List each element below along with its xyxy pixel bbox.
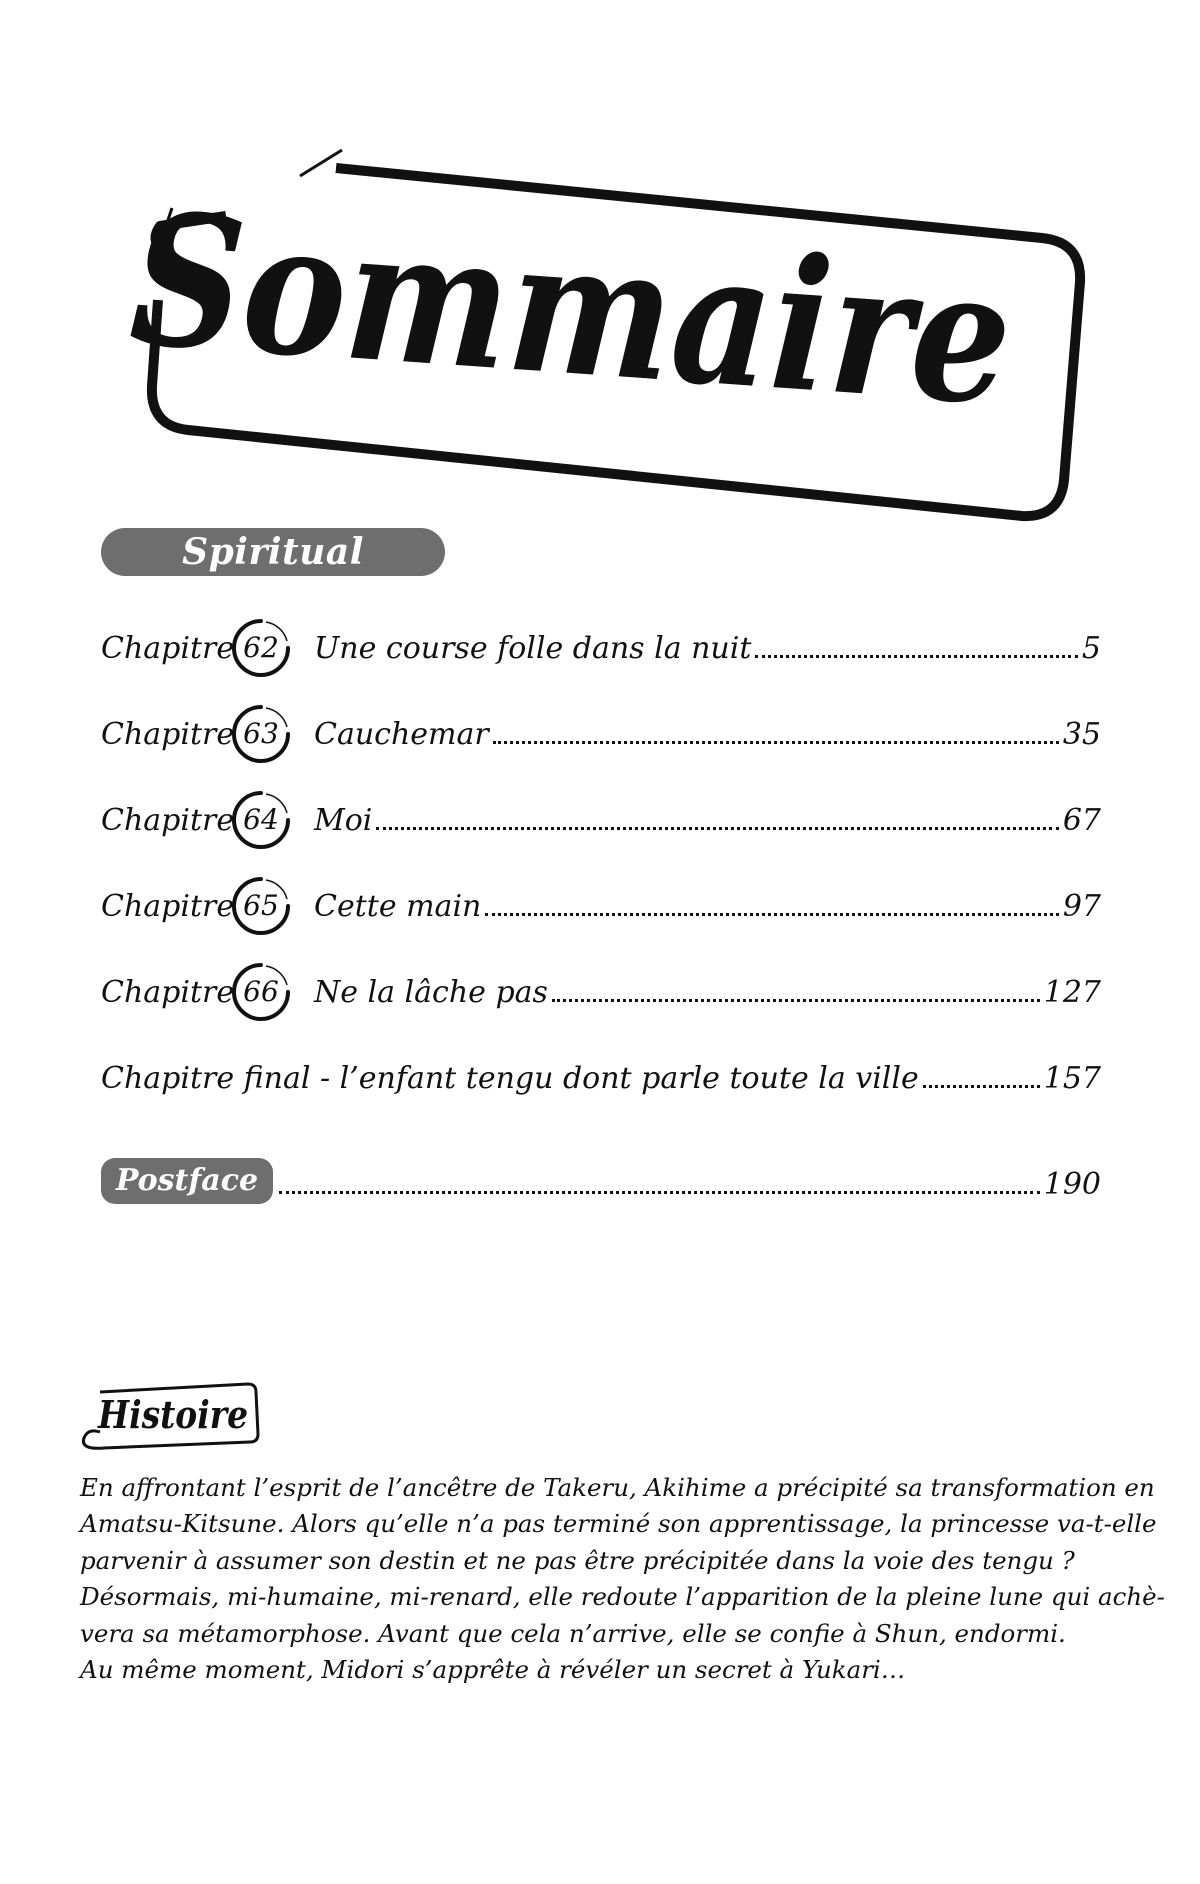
- toc-row-final-chapter[interactable]: [101, 1050, 1101, 1106]
- chapter-page: 67: [1062, 802, 1101, 838]
- summary-line: parvenir à assumer son destin et ne pas être précipitée dans la voie des tengu ?: [80, 1545, 1075, 1575]
- chapter-number: 63: [243, 717, 279, 750]
- chapter-page: 127: [1043, 974, 1101, 1010]
- chapter-page: 35: [1062, 716, 1101, 752]
- dot-leader: [755, 655, 1078, 658]
- summary-line: Amatsu-Kitsune. Alors qu’elle n’a pas terminé son apprentissage, la princesse va-t-elle: [80, 1509, 1157, 1539]
- postface-label: Postface: [101, 1158, 273, 1204]
- chapter-number: 66: [243, 975, 279, 1008]
- summary-line: En affrontant l’esprit de l’ancêtre de Takeru, Akihime a précipité sa transformation en: [80, 1473, 1155, 1502]
- toc-row-chapter-66[interactable]: [101, 964, 1101, 1020]
- toc-row-chapter-65[interactable]: [101, 878, 1101, 934]
- toc-row-chapter-62[interactable]: [101, 620, 1101, 676]
- chapter-number: 62: [243, 631, 279, 664]
- chapter-badge: [230, 617, 292, 679]
- chapter-word: Chapitre: [101, 716, 235, 752]
- dot-leader: [923, 1085, 1040, 1088]
- toc-row-chapter-64[interactable]: [101, 792, 1101, 848]
- chapter-badge: [230, 703, 292, 765]
- chapter-word: Chapitre: [101, 974, 235, 1010]
- chapter-page: 5: [1081, 630, 1101, 666]
- final-chapter-title: Chapitre final - l’enfant tengu dont parle toute la ville: [101, 1060, 919, 1096]
- chapter-number: 65: [243, 889, 279, 922]
- chapter-badge: [230, 875, 292, 937]
- chapter-badge: [230, 961, 292, 1023]
- summary-line: Au même moment, Midori s’apprête à révéler un secret à Yukari…: [80, 1655, 906, 1685]
- postface-page: 190: [1043, 1166, 1101, 1202]
- toc-row-chapter-63[interactable]: [101, 706, 1101, 762]
- dot-leader: [376, 827, 1058, 830]
- chapter-page: 97: [1062, 888, 1101, 924]
- chapter-title: Ne la lâche pas: [314, 974, 548, 1010]
- chapter-word: Chapitre: [101, 888, 235, 924]
- summary-line: Désormais, mi-humaine, mi-renard, elle redoute l’apparition de la pleine lune qui achè-: [80, 1582, 1165, 1612]
- chapter-word: Chapitre: [101, 802, 235, 838]
- history-summary: [80, 1470, 1165, 1688]
- summary-line: vera sa métamorphose. Avant que cela n’arrive, elle se confie à Shun, endormi.: [80, 1618, 1066, 1648]
- chapter-badge: [230, 789, 292, 851]
- dot-leader: [493, 741, 1059, 744]
- final-chapter-page: 157: [1043, 1060, 1101, 1096]
- chapter-title: Cette main: [314, 888, 482, 924]
- dot-leader: [279, 1191, 1040, 1194]
- history-heading: [74, 1378, 264, 1458]
- chapter-title: Moi: [314, 802, 373, 838]
- title-text: Sommaire: [125, 171, 1175, 458]
- title-frame: [0, 0, 1200, 530]
- chapter-title: Cauchemar: [314, 716, 489, 752]
- history-heading-text: Histoire: [97, 1392, 248, 1437]
- chapter-word: Chapitre: [101, 630, 235, 666]
- toc-row-postface[interactable]: [279, 1156, 1101, 1212]
- series-label: Spiritual princess: [101, 528, 445, 576]
- chapter-title: Une course folle dans la nuit: [314, 630, 752, 666]
- dot-leader: [552, 999, 1040, 1002]
- dot-leader: [485, 913, 1058, 916]
- chapter-number: 64: [243, 803, 279, 836]
